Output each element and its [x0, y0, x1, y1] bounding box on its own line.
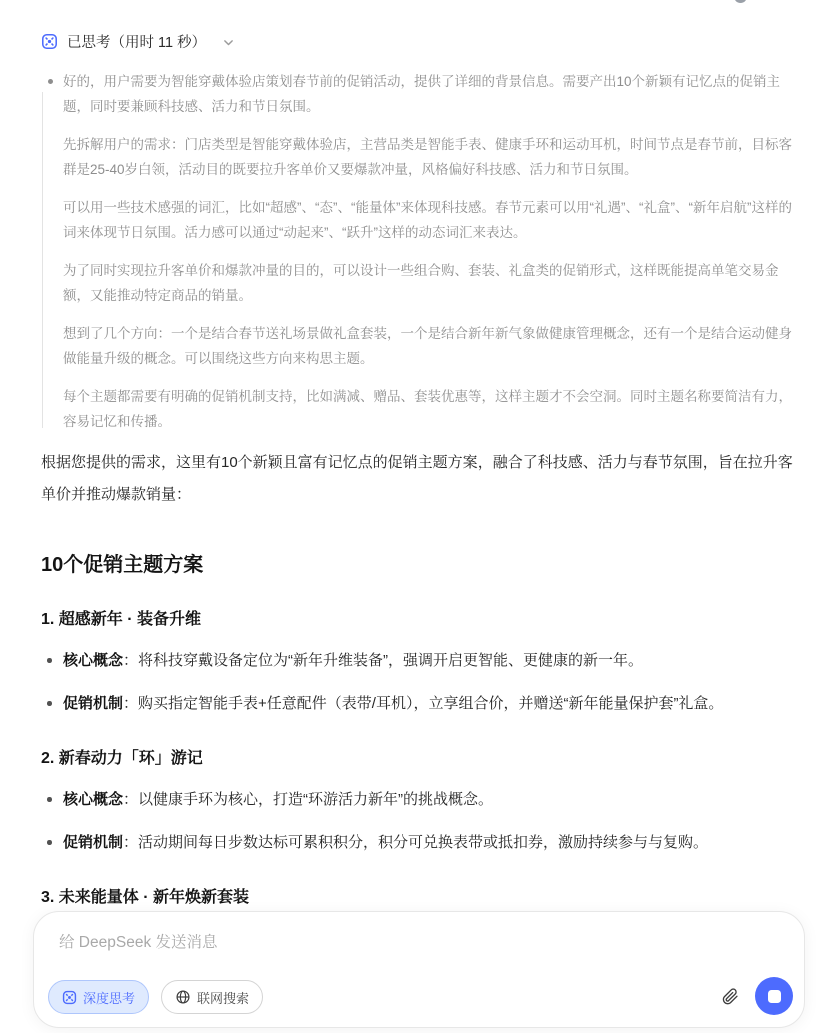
thinking-content: [41, 69, 795, 434]
section-list-2: [41, 788, 795, 855]
stop-icon: [768, 990, 781, 1003]
paperclip-icon: [721, 987, 740, 1006]
thinking-bullet-dot: [48, 79, 53, 84]
bullet-label: 促销机制: [63, 834, 124, 851]
deepthink-toggle[interactable]: [48, 980, 149, 1014]
thinking-paragraph: 好的，用户需要为智能穿戴体验店策划春节前的促销活动，提供了详细的背景信息。需要产出10个新颖有记忆点的促销主题，同时要兼顾科技感、活力和节日氛围。: [63, 74, 781, 114]
message-composer: [33, 911, 805, 1028]
list-item: [41, 788, 795, 812]
answer-intro: 根据您提供的需求，这里有10个新颖且富有记忆点的促销主题方案，融合了科技感、活力与春节氛围，旨在拉升客单价并推动爆款销量：: [41, 454, 793, 503]
web-search-toggle[interactable]: [161, 980, 263, 1014]
section-list-1: [41, 649, 795, 716]
thinking-paragraph: 每个主题都需要有明确的促销机制支持，比如满减、赠品、套装优惠等，这样主题才不会空洞。同时主题名称要简洁有力，容易记忆和传播。: [63, 389, 792, 429]
attach-file-button[interactable]: [721, 987, 740, 1006]
thinking-paragraph: 为了同时实现拉升客单价和爆款冲量的目的，可以设计一些组合购、套装、礼盒类的促销形式，这样既能提高单笔交易金额，又能推动特定商品的销量。: [63, 263, 779, 303]
bullet-label: 核心概念: [63, 791, 124, 808]
section-title-2: 2. 新春动力「环」游记: [41, 750, 203, 767]
bullet-text: ：购买指定智能手表+任意配件（表带/耳机），立享组合价，并赠送“新年能量保护套”礼盒。: [123, 695, 724, 712]
chat-message-area: [41, 0, 795, 994]
deepthink-icon: [41, 33, 58, 50]
deepthink-icon: [62, 990, 77, 1005]
thinking-paragraph: 可以用一些技术感强的词汇，比如“超感”、“态”、“能量体”来体现科技感。春节元素可以用“礼遇”、“礼盒”、“新年启航”这样的词来体现节日氛围。活力感可以通过“动起来”、“跃升”这样的动态词汇来表达。: [63, 200, 792, 240]
bullet-text: ：以健康手环为核心，打造“环游活力新年”的挑战概念。: [123, 791, 494, 808]
list-item: [41, 692, 795, 716]
chevron-down-icon[interactable]: [222, 36, 235, 49]
thinking-toggle[interactable]: [41, 31, 235, 52]
bullet-dot: [47, 658, 52, 663]
answer-heading: 10个促销主题方案: [41, 554, 204, 576]
bullet-text: ：将科技穿戴设备定位为“新年升维装备”，强调开启更智能、更健康的新一年。: [123, 652, 644, 669]
thinking-paragraph: 先拆解用户的需求：门店类型是智能穿戴体验店，主营品类是智能手表、健康手环和运动耳机，时间节点是春节前，目标客群是25-40岁白领，活动目的既要拉升客单价又要爆款冲量，风格偏好科技感、活力和节日氛围。: [63, 137, 792, 177]
list-item: [41, 649, 795, 673]
section-title-1: 1. 超感新年 · 装备升维: [41, 611, 202, 628]
section-title-3: 3. 未来能量体 · 新年焕新套装: [41, 889, 250, 906]
thinking-rail-line: [42, 92, 43, 428]
composer-toolbar: [48, 980, 263, 1014]
message-input[interactable]: [59, 930, 759, 970]
thinking-paragraph: 想到了几个方向：一个是结合春节送礼场景做礼盒套装，一个是结合新年新气象做健康管理概念，还有一个是结合运动健身做能量升级的概念。可以围绕这些方向来构思主题。: [63, 326, 792, 366]
web-search-label: 联网搜索: [197, 990, 250, 1006]
thinking-title: 已思考（用时 11 秒）: [67, 35, 207, 51]
bullet-label: 促销机制: [63, 695, 124, 712]
bullet-dot: [47, 840, 52, 845]
deepthink-label: 深度思考: [83, 990, 136, 1006]
bullet-text: ：活动期间每日步数达标可累积积分，积分可兑换表带或抵扣券，激励持续参与与复购。: [123, 834, 709, 851]
bullet-dot: [47, 701, 52, 706]
bullet-dot: [47, 797, 52, 802]
stop-generating-button[interactable]: [755, 977, 793, 1015]
list-item: [41, 831, 795, 855]
bullet-label: 核心概念: [63, 652, 124, 669]
globe-icon: [175, 989, 191, 1005]
